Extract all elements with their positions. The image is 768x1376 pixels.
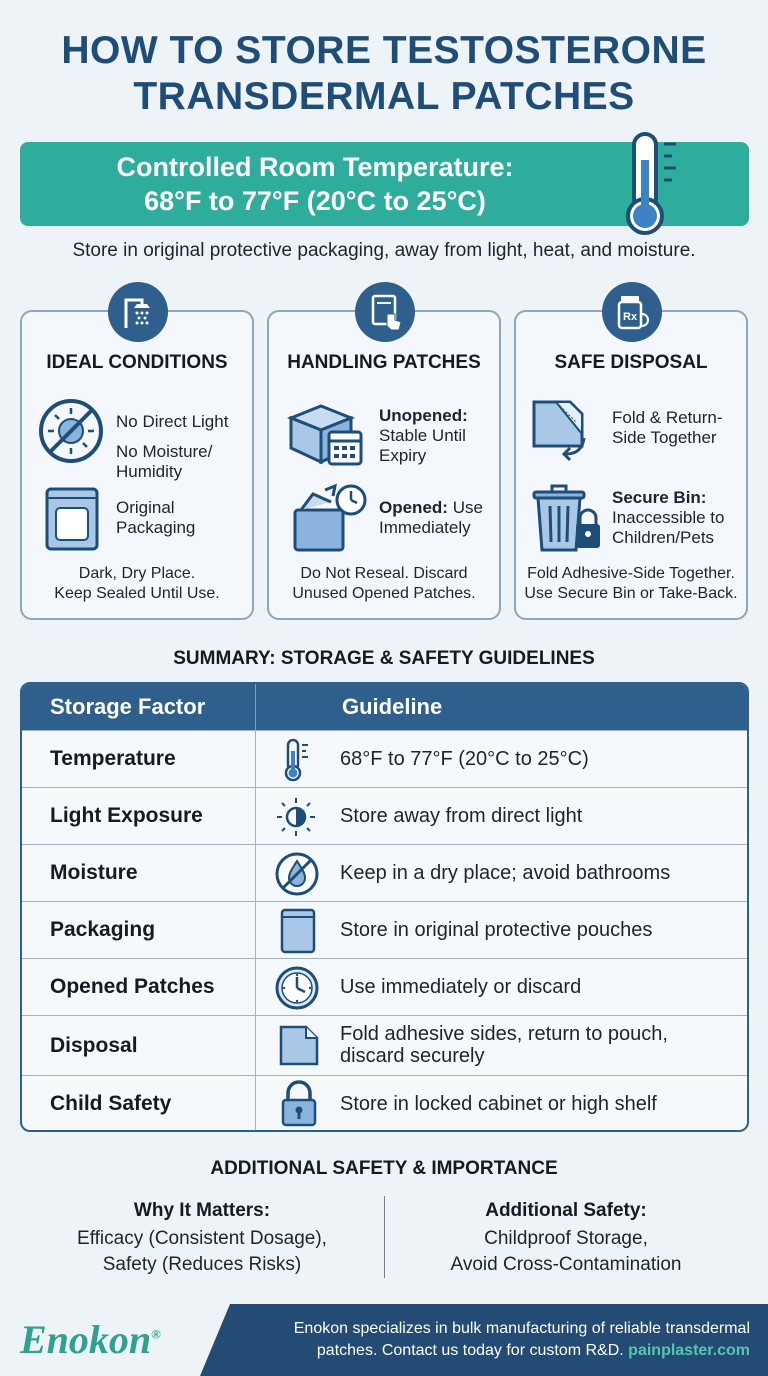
safe-disposal-card: [514, 310, 748, 620]
unopened-text: [379, 406, 468, 466]
prescription-bottle-icon: [602, 282, 662, 342]
thermometer-icon: [274, 737, 314, 788]
original-packaging-line-1: Original: [116, 498, 175, 517]
ideal-conditions-card: [20, 310, 254, 620]
sun-half-icon: [274, 796, 318, 843]
temperature-banner-line-1: Controlled Room Temperature:: [116, 152, 514, 182]
row-guideline: Use immediately or discard: [340, 976, 582, 998]
unopened-line-2: Expiry: [379, 446, 427, 465]
clock-icon: [274, 965, 320, 1016]
summary-title: SUMMARY: STORAGE & SAFETY GUIDELINES: [173, 648, 595, 669]
opened-line-2: Immediately: [379, 518, 471, 537]
padlock-icon: [280, 1080, 318, 1132]
table-row: [22, 901, 747, 959]
fold-return-text: [612, 408, 723, 448]
why-it-matters-heading: Why It Matters:: [133, 1200, 271, 1221]
opened-folder-clock-icon: [291, 480, 369, 559]
additional-safety-line-1: Childproof Storage,: [484, 1228, 648, 1249]
touch-document-icon: [355, 282, 415, 342]
handling-foot-line-2: Unused Opened Patches.: [292, 585, 476, 602]
row-factor: Temperature: [50, 747, 176, 770]
original-packaging-line-2: Packaging: [116, 518, 196, 537]
table-row: [22, 1075, 747, 1132]
enokon-logo[interactable]: Enokon®: [20, 1317, 161, 1362]
additional-safety-heading: Additional Safety:: [485, 1200, 647, 1221]
table-row: [22, 958, 747, 1016]
title-line-1: HOW TO STORE TESTOSTERONE: [61, 29, 707, 72]
row-guideline: [340, 1023, 668, 1067]
additional-divider: [384, 1196, 385, 1278]
row-factor: Opened Patches: [50, 975, 215, 998]
why-it-matters-line-2: Safety (Reduces Risks): [102, 1254, 302, 1275]
footer-text-line-1: Enokon specializes in bulk manufacturing of reliable transdermal: [293, 1320, 750, 1337]
storage-note: Store in original protective packaging, away from light, heat, and moisture.: [72, 240, 696, 261]
page-title: [0, 28, 768, 120]
unopened-label: Unopened:: [379, 406, 468, 425]
table-row: [22, 1015, 747, 1076]
footer-text: [240, 1318, 750, 1362]
row-factor: Packaging: [50, 918, 156, 941]
shower-icon: [108, 282, 168, 342]
locked-bin-icon: [530, 484, 606, 559]
temperature-banner: [20, 142, 749, 226]
no-sun-icon: [36, 396, 106, 471]
table-row: [22, 787, 747, 845]
temperature-banner-line-2: 68°F to 77°F (20°C to 25°C): [144, 186, 486, 216]
website-link[interactable]: painplaster.com: [628, 1342, 750, 1359]
ideal-conditions-title: IDEAL CONDITIONS: [46, 352, 228, 373]
why-it-matters-line-1: Efficacy (Consistent Dosage),: [77, 1228, 327, 1249]
no-water-icon: [274, 851, 320, 902]
row-guideline: Keep in a dry place; avoid bathrooms: [340, 862, 671, 884]
row-guideline-line-1: Fold adhesive sides, return to pouch,: [340, 1023, 668, 1045]
additional-title: ADDITIONAL SAFETY & IMPORTANCE: [210, 1158, 558, 1179]
row-factor: Light Exposure: [50, 804, 203, 827]
no-direct-light-text: No Direct Light: [116, 412, 229, 431]
thermometer-icon: [620, 130, 700, 245]
ideal-conditions-footer: [22, 564, 252, 604]
additional-safety-line-2: Avoid Cross-Contamination: [450, 1254, 682, 1275]
no-moisture-line-1: No Moisture/: [116, 442, 213, 461]
footer-text-line-2: patches. Contact us today for custom R&D. painplaster.com: [316, 1342, 750, 1359]
unopened-line-1: Stable Until: [379, 426, 466, 445]
ideal-foot-line-2: Keep Sealed Until Use.: [54, 585, 220, 602]
footer: [0, 1304, 768, 1376]
title-line-2: TRANSDERMAL PATCHES: [133, 75, 635, 118]
row-guideline: 68°F to 77°F (20°C to 25°C): [340, 748, 589, 770]
pouch-icon: [44, 486, 100, 557]
secure-bin-line-1: Inaccessible to: [612, 508, 725, 527]
opened-line-1: Opened: Use: [379, 498, 483, 517]
secure-bin-line-2: Children/Pets: [612, 528, 715, 547]
svg-text:Rx: Rx: [623, 311, 638, 323]
original-packaging-text: [116, 498, 195, 538]
secure-bin-text: [612, 488, 724, 548]
safe-disposal-title: SAFE DISPOSAL: [554, 352, 708, 373]
box-calendar-icon: [285, 396, 367, 473]
row-guideline-line-2: discard securely: [340, 1045, 485, 1067]
no-moisture-text: [116, 442, 212, 482]
disposal-foot-line-1: Fold Adhesive-Side Together.: [527, 565, 735, 582]
secure-bin-label: Secure Bin:: [612, 488, 707, 507]
handling-patches-title: HANDLING PATCHES: [287, 352, 481, 373]
row-factor: Disposal: [50, 1034, 138, 1057]
table-row: [22, 730, 747, 788]
opened-text: [379, 498, 483, 538]
header-storage-factor: Storage Factor: [50, 694, 206, 719]
temperature-banner-text: [20, 150, 610, 218]
handling-patches-card: [267, 310, 501, 620]
header-divider: [255, 684, 256, 730]
why-it-matters: [22, 1200, 382, 1278]
table-header: [22, 684, 747, 730]
pouch-icon: [280, 908, 316, 959]
row-guideline: Store in original protective pouches: [340, 919, 653, 941]
row-guideline: Store in locked cabinet or high shelf: [340, 1093, 657, 1115]
table-row: [22, 844, 747, 902]
ideal-foot-line-1: Dark, Dry Place.: [78, 565, 196, 582]
fold-return-line-1: Fold & Return-: [612, 408, 723, 427]
disposal-foot-line-2: Use Secure Bin or Take-Back.: [524, 585, 738, 602]
header-guideline: Guideline: [342, 694, 443, 719]
row-factor: Child Safety: [50, 1092, 172, 1115]
row-factor: Moisture: [50, 861, 138, 884]
handling-foot-line-1: Do Not Reseal. Discard: [300, 565, 468, 582]
row-guideline: Store away from direct light: [340, 805, 583, 827]
fold-patch-icon: [530, 394, 598, 467]
folded-patch-icon: [278, 1024, 320, 1073]
fold-return-line-2: Side Together: [612, 428, 717, 447]
no-moisture-line-2: Humidity: [116, 462, 183, 481]
safe-disposal-footer: [516, 564, 746, 604]
additional-safety: [386, 1200, 746, 1278]
guidelines-table: [20, 682, 749, 1132]
handling-patches-footer: [269, 564, 499, 604]
